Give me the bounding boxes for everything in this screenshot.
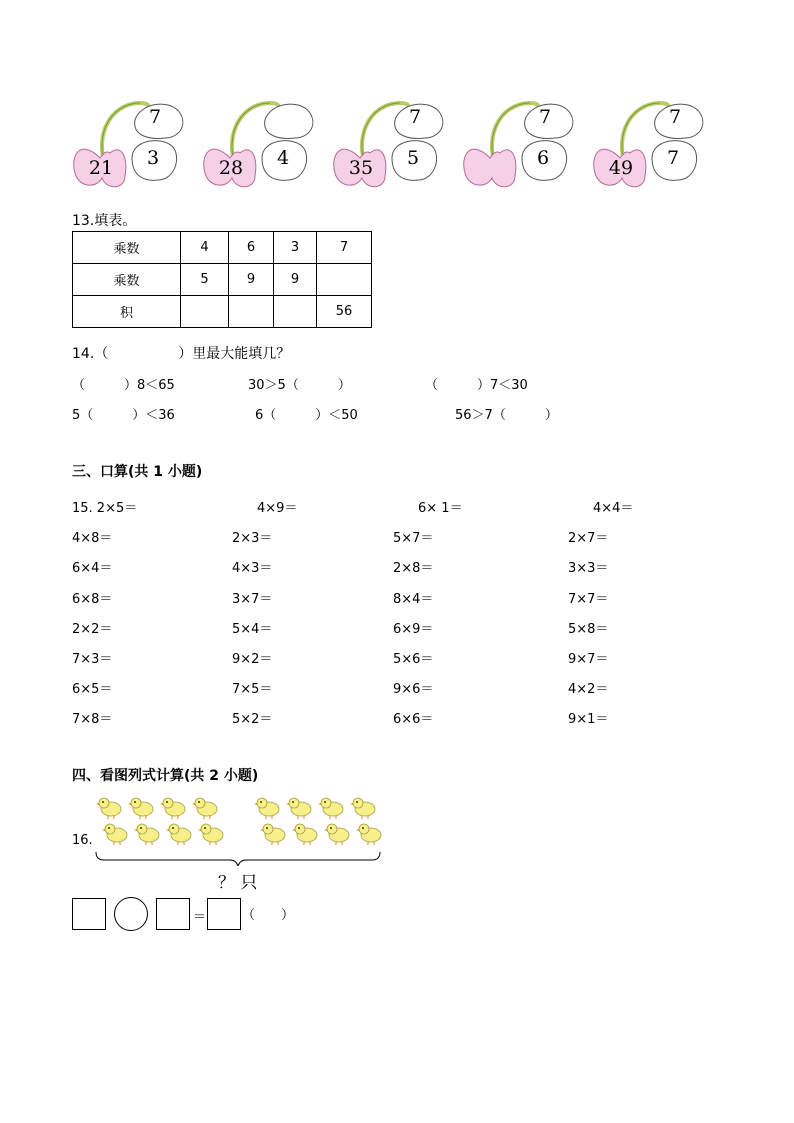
flower-art [590, 98, 720, 198]
table-cell [317, 264, 372, 296]
flower-card [200, 98, 330, 198]
flower-top-number: 7 [538, 106, 552, 128]
calc-item: 7×3＝ [72, 652, 113, 667]
calc-item: 6×6＝ [393, 712, 434, 728]
q14-title: 14.（ ）里最大能填几？ [72, 346, 291, 362]
table-cell: 9 [274, 264, 317, 296]
equals-sign: ＝ [193, 910, 207, 925]
butterfly-number: 28 [218, 157, 244, 179]
calc-item: 7×5＝ [232, 682, 273, 698]
calc-item: 6×5＝ [72, 682, 113, 698]
q14-item: 6（ ）＜50 [255, 408, 358, 423]
flower-card [70, 98, 200, 198]
calc-item: 3×3＝ [568, 561, 609, 577]
chick-icon [192, 795, 220, 819]
table-cell: 6 [229, 232, 274, 264]
answer-box[interactable] [72, 898, 106, 930]
chick-icon [356, 821, 384, 845]
flower-art [200, 98, 330, 198]
calc-item: 15. 2×5＝ [72, 501, 138, 516]
butterfly-number: 35 [348, 157, 374, 179]
calc-item: 5×2＝ [232, 712, 273, 728]
calc-item: 3×7＝ [232, 591, 273, 607]
q14-item: 5（ ）＜36 [72, 408, 175, 423]
flower-top-number: 7 [668, 106, 682, 128]
chick-icon [96, 795, 124, 819]
chick-icon [350, 795, 378, 819]
chick-icon [292, 821, 320, 845]
table-cell [229, 296, 274, 328]
calc-item: 7×7＝ [568, 591, 609, 607]
table-cell: 5 [181, 264, 229, 296]
unit-blank: （ ） [242, 908, 295, 923]
table-cell: 4 [181, 232, 229, 264]
table-cell [181, 296, 229, 328]
section-heading-4: 四、看图列式计算(共 2 小题) [72, 768, 259, 784]
calc-item: 5×6＝ [393, 652, 434, 667]
row-label: 乘数 [73, 264, 181, 296]
chick-icon [166, 821, 194, 845]
flower-bottom-number: 3 [146, 147, 160, 169]
calc-item: 4×4＝ [593, 501, 634, 516]
chick-icon [324, 821, 352, 845]
flower-art [330, 98, 460, 198]
flower-card [590, 98, 720, 198]
calc-item: 9×7＝ [568, 652, 609, 667]
calc-item: 5×8＝ [568, 621, 609, 637]
flower-top-number: 7 [408, 106, 422, 128]
table-cell: 3 [274, 232, 317, 264]
flower-art [70, 98, 200, 198]
butterfly-number: 49 [608, 157, 634, 179]
calc-item: 5×7＝ [393, 531, 434, 547]
flower-bottom-number: 5 [406, 147, 420, 169]
calc-item: 2×7＝ [568, 531, 609, 547]
calc-item: 4×9＝ [257, 501, 298, 516]
question-label: ？ 只 [218, 873, 258, 893]
chick-icon [134, 821, 162, 845]
answer-box[interactable] [156, 898, 190, 930]
chick-icon [318, 795, 346, 819]
table-row [73, 264, 372, 296]
chick-icon [102, 821, 130, 845]
calc-item: 9×2＝ [232, 652, 273, 667]
calc-item: 5×4＝ [232, 621, 273, 637]
calc-item: 7×8＝ [72, 712, 113, 728]
flower-top-number: 7 [148, 106, 162, 128]
flower-art [460, 98, 590, 198]
section-heading-3: 三、口算(共 1 小题) [72, 464, 203, 480]
q13-title: 13.填表。 [72, 213, 137, 229]
q14-item: 56＞7（ ） [455, 408, 558, 423]
calc-item: 2×2＝ [72, 621, 113, 637]
table-cell: 9 [229, 264, 274, 296]
fill-table [72, 231, 372, 328]
row-label: 积 [73, 296, 181, 328]
calc-item: 6×4＝ [72, 561, 113, 577]
calc-item: 6× 1＝ [418, 501, 463, 516]
flower-bottom-number: 7 [666, 147, 680, 169]
butterfly-number: 21 [88, 157, 114, 179]
chick-icon [260, 821, 288, 845]
row-label: 乘数 [73, 232, 181, 264]
chick-icon [128, 795, 156, 819]
calc-item: 6×8＝ [72, 591, 113, 607]
flower-bottom-number: 6 [536, 147, 550, 169]
brace [94, 850, 382, 866]
calc-item: 8×4＝ [393, 591, 434, 607]
table-row [73, 296, 372, 328]
result-box[interactable] [207, 898, 241, 930]
table-row [73, 232, 372, 264]
q14-item: （ ）8＜65 [72, 378, 175, 393]
q16-label: 16. [72, 833, 93, 848]
calc-item: 2×8＝ [393, 561, 434, 577]
calc-item: 9×6＝ [393, 682, 434, 698]
calc-item: 4×8＝ [72, 531, 113, 547]
chick-icon [254, 795, 282, 819]
flower-card [330, 98, 460, 198]
q14-item: （ ）7＜30 [425, 378, 528, 393]
table-cell [274, 296, 317, 328]
calc-item: 9×1＝ [568, 712, 609, 728]
calc-item: 4×3＝ [232, 561, 273, 577]
table-cell: 7 [317, 232, 372, 264]
table-cell: 56 [317, 296, 372, 328]
calc-item: 4×2＝ [568, 682, 609, 698]
chick-icon [198, 821, 226, 845]
flower-bottom-number: 4 [276, 147, 290, 169]
q14-item: 30＞5（ ） [248, 378, 351, 393]
calc-item: 6×9＝ [393, 621, 434, 637]
flower-card [460, 98, 590, 198]
operator-circle[interactable] [114, 897, 148, 931]
calc-item: 2×3＝ [232, 531, 273, 547]
chick-icon [286, 795, 314, 819]
chick-icon [160, 795, 188, 819]
